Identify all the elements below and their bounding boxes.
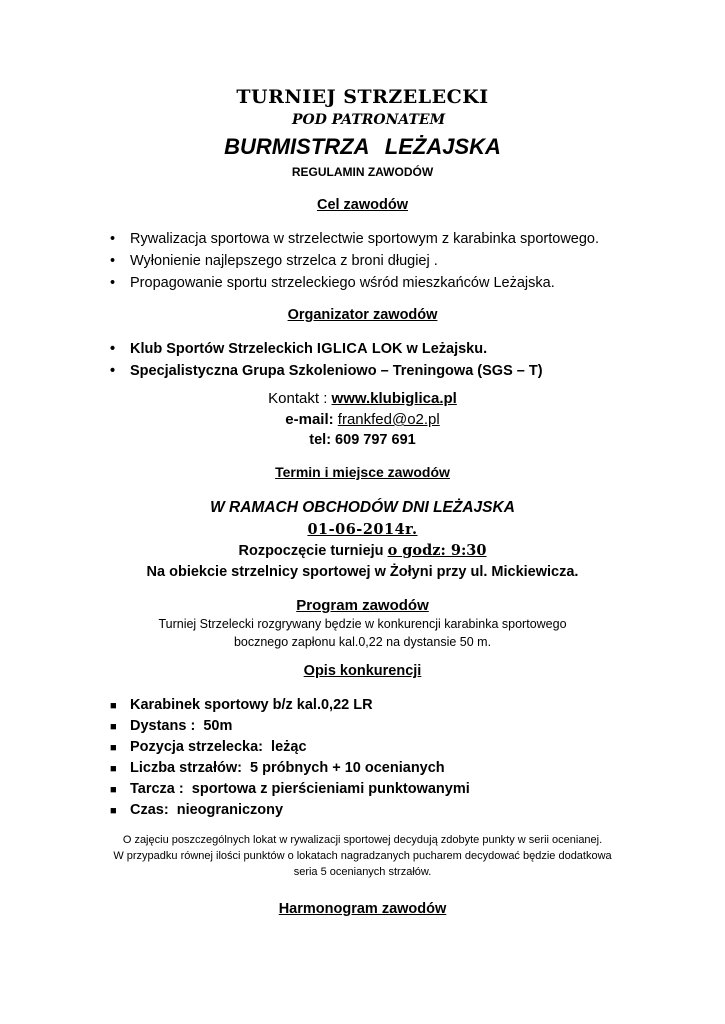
competition-item-text: Pozycja strzelecka: leżąc: [130, 739, 307, 755]
phone-line: tel: 609 797 691: [309, 432, 416, 448]
goal-heading: Cel zawodów: [316, 197, 409, 213]
square-bullet-icon: ■: [110, 742, 117, 754]
start-time: o godz: 9:30: [387, 542, 487, 559]
round-bullet-icon: •: [110, 275, 116, 291]
program-heading: Program zawodów: [296, 597, 429, 614]
email-line: [0, 411, 725, 428]
schedule-heading: Termin i miejsce zawodów: [275, 464, 450, 480]
round-bullet-icon: •: [110, 363, 116, 379]
email-link[interactable]: frankfed@o2.pl: [337, 411, 440, 428]
goal-item-text: Wyłonienie najlepszego strzelca z broni długiej .: [130, 253, 438, 269]
competition-item-text: Karabinek sportowy b/z kal.0,22 LR: [130, 697, 373, 713]
document-subtitle: POD PATRONATEM: [292, 112, 446, 128]
square-bullet-icon: ■: [110, 784, 117, 796]
square-bullet-icon: ■: [110, 700, 117, 712]
program-text-line: Turniej Strzelecki rozgrywany będzie w konkurencji karabinka sportowego: [158, 617, 567, 631]
competition-item-text: Dystans : 50m: [130, 718, 233, 734]
rules-label: REGULAMIN ZAWODÓW: [291, 165, 434, 179]
event-date: 01-06-2014r.: [307, 521, 418, 538]
organizer-heading: Organizator zawodów: [287, 307, 438, 323]
event-place: Na obiekcie strzelnicy sportowej w Żołyni przy ul. Mickiewicza.: [146, 564, 579, 580]
website-link[interactable]: www.klubiglica.pl: [331, 390, 457, 407]
goal-item-text: Rywalizacja sportowa w strzelectwie sportowym z karabinka sportowego.: [130, 231, 600, 247]
competition-item-text: Tarcza : sportowa z pierścieniami punktowanymi: [130, 781, 470, 797]
occasion-title: W RAMACH OBCHODÓW DNI LEŻAJSKA: [210, 499, 515, 516]
competition-heading: Opis konkurencji: [303, 663, 422, 679]
competition-item-text: Liczba strzałów: 5 próbnych + 10 ocenianych: [130, 760, 445, 776]
email-label: e-mail:: [285, 411, 338, 428]
contact-label: Kontakt :: [268, 390, 332, 407]
round-bullet-icon: •: [110, 253, 116, 269]
patron-title: BURMISTRZA LEŻAJSKA: [224, 134, 501, 159]
square-bullet-icon: ■: [110, 805, 117, 817]
square-bullet-icon: ■: [110, 763, 117, 775]
club-location: LOK w Leżajsku.: [367, 341, 488, 357]
document-title: TURNIEJ STRZELECKI: [236, 86, 489, 108]
program-text-line: bocznego zapłonu kal.0,22 na dystansie 50 m.: [233, 635, 492, 649]
timetable-heading: Harmonogram zawodów: [278, 901, 447, 917]
start-line: [0, 542, 725, 559]
scoring-note: W przypadku równej ilości punktów o lokatach nagradzanych pucharem decydować będzie dodatkowa: [113, 850, 612, 862]
organizer-item-text: Specjalistyczna Grupa Szkoleniowo – Treningowa (SGS – T): [130, 363, 543, 379]
start-label: Rozpoczęcie turnieju: [238, 543, 388, 559]
club-brand: IGLICA: [316, 341, 368, 357]
round-bullet-icon: •: [110, 231, 116, 247]
contact-line: [0, 390, 725, 407]
round-bullet-icon: •: [110, 341, 116, 357]
competition-item-text: Czas: nieograniczony: [130, 802, 284, 818]
scoring-note: seria 5 ocenianych strzałów.: [293, 866, 432, 878]
square-bullet-icon: ■: [110, 721, 117, 733]
goal-item-text: Propagowanie sportu strzeleckiego wśród mieszkańców Leżajska.: [130, 275, 555, 291]
club-name: Klub Sportów Strzeleckich: [130, 341, 317, 357]
scoring-note: O zajęciu poszczególnych lokat w rywalizacji sportowej decydują zdobyte punkty w serii ocenianej.: [122, 834, 603, 846]
